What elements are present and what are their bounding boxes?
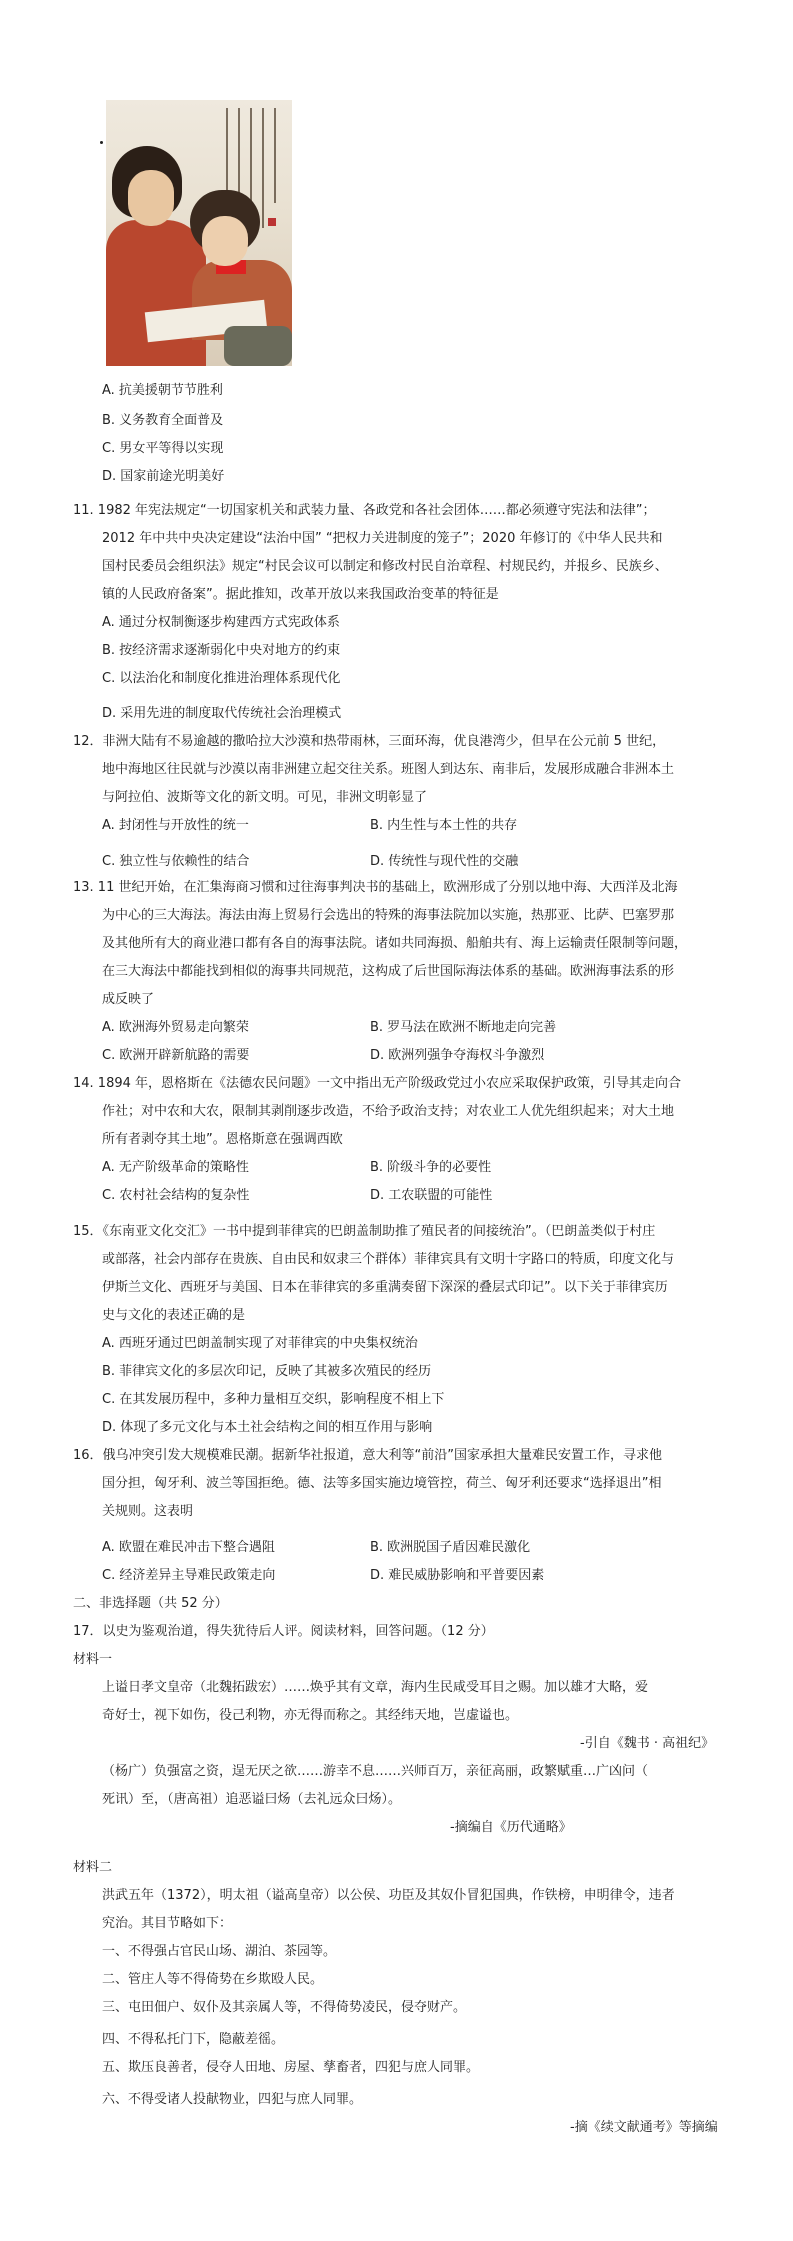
q14-option-d: D. 工农联盟的可能性 — [370, 1188, 493, 1203]
q16-option-c: C. 经济差异主导难民政策走向 — [102, 1568, 276, 1583]
material-1-text: 上谥日孝文皇帝（北魏拓跋宏）……焕乎其有文章，海内生民咸受耳目之赐。加以雄才大略，爱 — [102, 1680, 649, 1695]
q13-stem-line: 成反映了 — [102, 992, 155, 1007]
material-1-source: -引自《魏书 · 高祖纪》 — [580, 1736, 715, 1751]
q15-option-c: C. 在其发展历程中，多种力量相互交织，影响程度不相上下 — [102, 1392, 445, 1407]
q11-option-b: B. 按经济需求逐渐弱化中央对地方的约束 — [102, 643, 341, 658]
q17-stem: 17．以史为鉴观治道，得失犹待后人评。阅读材料，回答问题。（12 分） — [73, 1624, 494, 1639]
q11-option-a: A. 通过分权制衡逐步构建西方式宪政体系 — [102, 615, 340, 630]
q16-option-d: D. 难民威胁影响和平普要因素 — [370, 1568, 545, 1583]
q12-stem-line: 与阿拉伯、波斯等文化的新文明。可见，非洲文明彰显了 — [102, 790, 428, 805]
material-2-text: 究治。其目节略如下： — [102, 1916, 233, 1931]
q12-option-a: A. 封闭性与开放性的统一 — [102, 818, 249, 833]
q16-option-a: A. 欧盟在难民冲击下整合遇阻 — [102, 1540, 275, 1555]
q13-stem-line: 为中心的三大海法。海法由海上贸易行会选出的特殊的海事法院加以实施，热那亚、比萨、巴塞罗那 — [102, 908, 675, 923]
bullet-dot — [100, 141, 103, 144]
q12-stem-line: 12．非洲大陆有不易逾越的撒哈拉大沙漠和热带雨林，三面环海，优良港湾少，但早在公元前 5 世纪， — [73, 734, 666, 749]
q11-stem-line: 镇的人民政府备案”。据此推知，改革开放以来我国政治变革的特征是 — [102, 587, 499, 602]
q15-option-a: A. 西班牙通过巴朗盖制实现了对菲律宾的中央集权统治 — [102, 1336, 418, 1351]
q16-stem-line: 国分担，匈牙利、波兰等国拒绝。德、法等多国实施边境管控，荷兰、匈牙利还要求“选择退出”相 — [102, 1476, 662, 1491]
material-2-item: 一、不得强占官民山场、湖泊、茶园等。 — [102, 1944, 337, 1959]
q12-option-b: B. 内生性与本土性的共存 — [370, 818, 518, 833]
material-2-item: 二、管庄人等不得倚势在乡欺殴人民。 — [102, 1972, 324, 1987]
q15-stem-line: 史与文化的表述正确的是 — [102, 1308, 246, 1323]
q13-stem-line: 及其他所有大的商业港口都有各自的海事法院。诸如共同海损、船舶共有、海上运输责任限制等问题， — [102, 936, 688, 951]
q14-stem-line: 所有者剥夺其土地”。恩格斯意在强调西欧 — [102, 1132, 343, 1147]
q13-stem-line: 13. 11 世纪开始，在汇集海商习惯和过往海事判决书的基础上，欧洲形成了分别以地中海、大西洋及北海 — [73, 880, 678, 895]
material-2-item: 四、不得私托门下，隐蔽差徭。 — [102, 2032, 285, 2047]
q14-stem-line: 14. 1894 年，恩格斯在《法德农民问题》一文中指出无产阶级政党过小农应采取保护政策，引导其走向合 — [73, 1076, 682, 1091]
material-2-text: 洪武五年（1372），明太祖（谥高皇帝）以公侯、功臣及其奴仆冒犯国典，作铁榜，申明律令，违者 — [102, 1888, 675, 1903]
q10-option-b: B. 义务教育全面普及 — [102, 413, 224, 428]
q10-option-c: C. 男女平等得以实现 — [102, 441, 224, 456]
q12-option-d: D. 传统性与现代性的交融 — [370, 854, 519, 869]
q10-option-d: D. 国家前途光明美好 — [102, 469, 225, 484]
q15-stem-line: 伊斯兰文化、西班牙与美国、日本在菲律宾的多重满奏留下深深的叠层式印记”。以下关于菲律宾历 — [102, 1280, 668, 1295]
material-1-text: 奇好士，视下如伤，役己利物，亦无得而称之。其经纬天地，岂虚谥也。 — [102, 1708, 519, 1723]
q11-option-c: C. 以法治化和制度化推进治理体系现代化 — [102, 671, 341, 686]
q15-option-b: B. 菲律宾文化的多层次印记，反映了其被多次殖民的经历 — [102, 1364, 432, 1379]
material-1-text: （杨广）负强富之资，逞无厌之欲……游幸不息……兴师百万，亲征高丽，政繁赋重…广凶问（ — [102, 1764, 649, 1779]
q13-option-d: D. 欧洲列强争夺海权斗争激烈 — [370, 1048, 545, 1063]
q16-stem-line: 16．俄乌冲突引发大规模难民潮。据新华社报道，意大利等“前沿”国家承担大量难民安置工作，寻求他 — [73, 1448, 663, 1463]
q13-option-b: B. 罗马法在欧洲不断地走向完善 — [370, 1020, 557, 1035]
q14-option-c: C. 农村社会结构的复杂性 — [102, 1188, 250, 1203]
material-1-label: 材料一 — [73, 1652, 113, 1667]
q14-option-a: A. 无产阶级革命的策略性 — [102, 1160, 249, 1175]
q11-stem-line: 2012 年中共中央决定建设“法治中国” “把权力关进制度的笼子”；2020 年修订的《中华人民共和 — [102, 531, 663, 546]
q11-stem-line: 11. 1982 年宪法规定“一切国家机关和武装力量、各政党和各社会团体……都必须遵守宪法和法律”； — [73, 503, 656, 518]
material-2-item: 三、屯田佃户、奴仆及其亲属人等，不得倚势凌民，侵夺财产。 — [102, 2000, 467, 2015]
q13-stem-line: 在三大海法中都能找到相似的海事共同规范，这构成了后世国际海法体系的基础。欧洲海事法系的形 — [102, 964, 675, 979]
material-2-item: 六、不得受诸人投献物业，四犯与庶人同罪。 — [102, 2092, 363, 2107]
q12-stem-line: 地中海地区往民就与沙漠以南非洲建立起交往关系。班图人到达东、南非后，发展形成融合非洲本土 — [102, 762, 675, 777]
q14-stem-line: 作社；对中农和大农，限制其剥削逐步改造，不给予政治支持；对农业工人优先组织起来；对大土地 — [102, 1104, 675, 1119]
material-1-text: 死讯）至，（唐高祖）追恶谥曰炀（去礼远众曰炀）。 — [102, 1792, 402, 1807]
q13-option-a: A. 欧洲海外贸易走向繁荣 — [102, 1020, 249, 1035]
q15-stem-line: 15．《东南亚文化交汇》一书中提到菲律宾的巴朗盖制助推了殖民者的间接统治”。（巴朗盖类似于村庄 — [73, 1224, 656, 1239]
material-1-source: -摘编自《历代通略》 — [450, 1820, 572, 1835]
question-painting — [106, 100, 292, 366]
q13-option-c: C. 欧洲开辟新航路的需要 — [102, 1048, 250, 1063]
material-2-source: -摘《续文献通考》等摘编 — [570, 2120, 718, 2135]
section-title: 二、非选择题（共 52 分） — [73, 1596, 228, 1611]
q10-option-a: A. 抗美援朝节节胜利 — [102, 383, 223, 398]
q12-option-c: C. 独立性与依赖性的结合 — [102, 854, 250, 869]
q15-option-d: D. 体现了多元文化与本土社会结构之间的相互作用与影响 — [102, 1420, 433, 1435]
q14-option-b: B. 阶级斗争的必要性 — [370, 1160, 492, 1175]
q11-option-d: D. 采用先进的制度取代传统社会治理模式 — [102, 706, 342, 721]
q16-stem-line: 关规则。这表明 — [102, 1504, 194, 1519]
q16-option-b: B. 欧洲脱国子盾因难民激化 — [370, 1540, 531, 1555]
q15-stem-line: 或部落，社会内部存在贵族、自由民和奴隶三个群体）菲律宾具有文明十字路口的特质，印度文化与 — [102, 1252, 675, 1267]
material-2-item: 五、欺压良善者，侵夺人田地、房屋、孳畜者，四犯与庶人同罪。 — [102, 2060, 480, 2075]
material-2-label: 材料二 — [73, 1860, 113, 1875]
q11-stem-line: 国村民委员会组织法》规定“村民会议可以制定和修改村民自治章程、村规民约，并报乡、民族乡、 — [102, 559, 668, 574]
